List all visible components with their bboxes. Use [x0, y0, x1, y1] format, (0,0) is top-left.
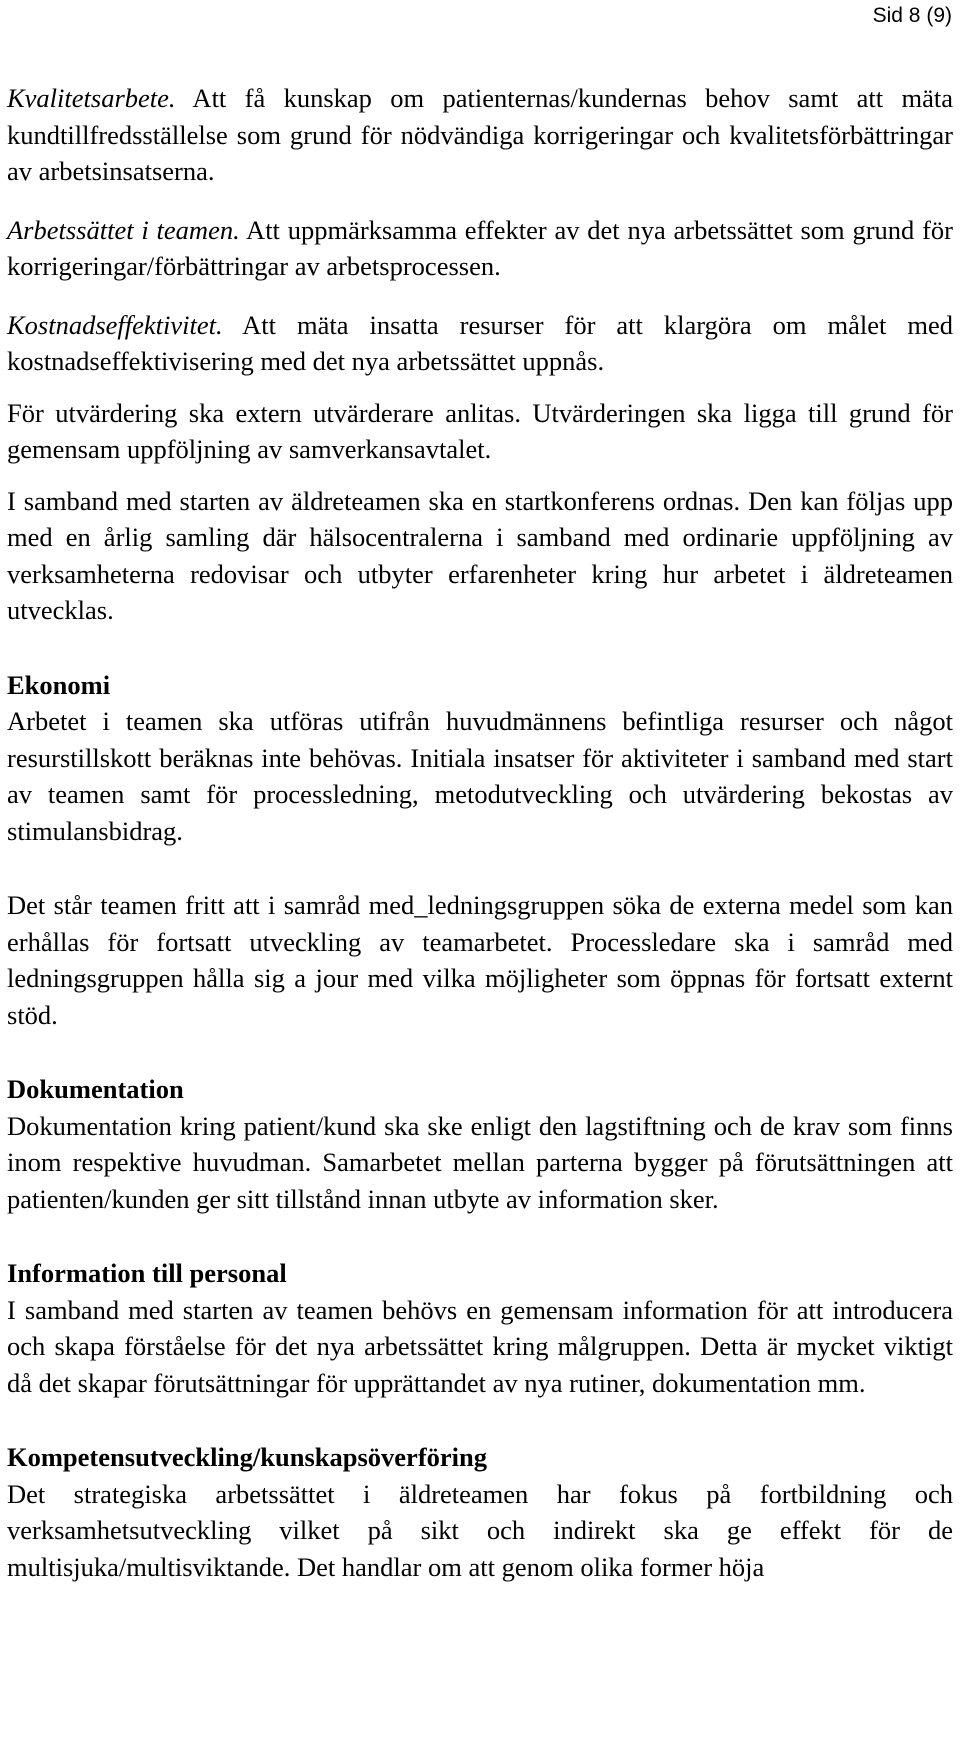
paragraph-kvalitetsarbete [7, 80, 953, 190]
paragraph-dokumentation: Dokumentation kring patient/kund ska ske enligt den lagstiftning och de krav som finns inom respektive huvudman. Samarbetet mellan parterna bygger på förutsättningen att patienten/kunden ger sitt tillstånd innan utbyte av information sker. [7, 1110, 953, 1214]
paragraph-startkonferens: I samband med starten av äldreteamen ska en startkonferens ordnas. Den kan följas upp med en årlig samling där hälsocentralerna i samband med ordinarie uppföljning av verksamheterna redovisar och utbyter erfarenheter kring hur arbetet i äldreteamen utvecklas. [7, 485, 953, 625]
text-kostnadseffektivitet: Att mäta insatta resurser för att klargöra om målet med kostnadseffektivisering med det nya arbetssättet uppnås. [7, 309, 953, 376]
heading-kompetensutveckling: Kompetensutveckling/kunskapsöverföring [7, 1442, 488, 1472]
page-number: Sid 8 (9) [872, 4, 952, 27]
paragraph-kostnadseffektivitet [7, 307, 953, 380]
document-body [7, 80, 953, 1585]
heading-ekonomi: Ekonomi [7, 669, 111, 700]
paragraph-ekonomi-2: Det står teamen fritt att i samråd med_ledningsgruppen söka de externa medel som kan erhållas för fortsatt utveckling av teamarbetet. Processledare ska i samråd med ledningsgruppen hålla sig a jour med vilka möjligheter som öppnas för fortsatt externt stöd. [7, 890, 953, 1030]
text-arbetssattet: Att uppmärksamma effekter av det nya arbetssättet som grund för korrigeringar/förbättringar av arbetsprocessen. [7, 214, 953, 281]
paragraph-utvardering: För utvärdering ska extern utvärderare anlitas. Utvärderingen ska ligga till grund för gemensam uppföljning av samverkansavtalet. [7, 397, 953, 464]
text-kvalitetsarbete: Att få kunskap om patienternas/kundernas behov samt att mäta kundtillfredsställelse som grund för nödvändiga korrigeringar och kvalitetsförbättringar av arbetsinsatserna. [7, 83, 953, 186]
paragraph-information-till-personal: I samband med starten av teamen behövs en gemensam information för att introducera och skapa förståelse för det nya arbetssättet kring målgruppen. Detta är mycket viktigt då det skapar förutsättningar för upprättandet av nya rutiner, dokumentation mm. [7, 1294, 953, 1398]
paragraph-arbetssattet [7, 212, 953, 285]
heading-information-till-personal: Information till personal [7, 1258, 287, 1288]
paragraph-ekonomi-1: Arbetet i teamen ska utföras utifrån huvudmännens befintliga resurser och något resurstillskott beräknas inte behövas. Initiala insatser för aktiviteter i samband med start av teamen samt för processledning, metodutveckling och utvärdering bekostas av stimulansbidrag. [7, 706, 953, 846]
paragraph-kompetensutveckling: Det strategiska arbetssättet i äldreteamen har fokus på fortbildning och verksamhetsutveckling vilket på sikt och indirekt ska ge effekt för de multisjuka/multisviktande. Det handlar om att genom olika former höja [7, 1478, 953, 1582]
lead-kvalitetsarbete: Kvalitetsarbete. [7, 83, 176, 113]
lead-arbetssattet: Arbetssättet i teamen. [7, 214, 240, 245]
heading-dokumentation: Dokumentation [7, 1074, 184, 1104]
lead-kostnadseffektivitet: Kostnadseffektivitet. [7, 309, 223, 340]
